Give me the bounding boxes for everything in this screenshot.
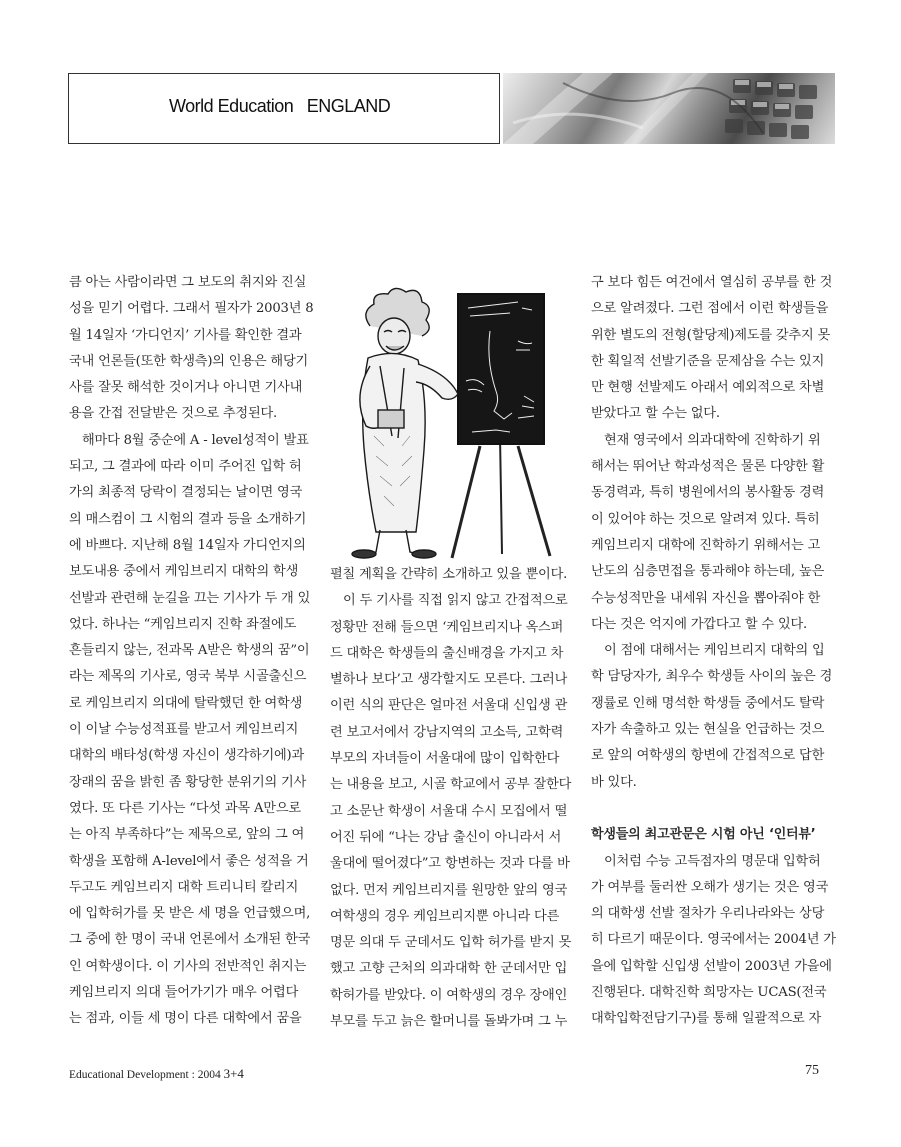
text-line: 해마다 8월 중순에 A - level성적이 발표: [69, 432, 309, 448]
text-line: 이 점에 대해서는 케임브리지 대학의 입: [591, 643, 825, 659]
text-line: 학생을 포함해 A-level에서 좋은 성적을 거: [69, 853, 309, 869]
text-line: 는 내용을 보고, 시골 학교에서 공부 잘한다: [330, 777, 572, 793]
keyboard-collage-graphic: [503, 73, 835, 144]
text-line: 큼 아는 사람이라면 그 보도의 취지와 진실: [69, 275, 307, 290]
text-line: 보도내용 중에서 케임브리지 대학의 학생: [69, 564, 299, 580]
text-line: 자가 속출하고 있는 현실을 언급하는 것으: [591, 722, 825, 738]
text-line: 이 이날 수능성적표를 받고서 케임브리지: [69, 722, 299, 738]
text-line: 펼칠 계획을 간략히 소개하고 있을 뿐이다.: [330, 567, 568, 582]
text-line: 이 두 기사를 직접 읽지 않고 간접적으로: [330, 593, 568, 609]
text-line: 대학의 배타성(학생 자신이 생각하기에)과: [69, 748, 305, 764]
text-line: 을에 입학할 신입생 선발이 2003년 가을에: [591, 958, 832, 974]
text-line: 울대에 떨어졌다”고 항변하는 것과 다를 바: [330, 856, 570, 872]
text-line: 드 대학은 학생들의 출신배경을 가지고 차: [330, 645, 564, 661]
text-line: 국내 언론들(또한 학생측)의 인용은 해당기: [69, 353, 309, 369]
text-line: 였다. 또 다른 기사는 “다섯 과목 A만으로: [69, 800, 301, 816]
text-line: 명문 의대 두 군데서도 입학 허가를 받지 못: [330, 935, 572, 951]
section-title: World Education ENGLAND: [169, 96, 391, 116]
text-line: 부모를 두고 늙은 할머니를 돌봐가며 그 누: [330, 1014, 568, 1030]
text-line: 이런 식의 판단은 얼마전 서울대 신입생 관: [330, 698, 568, 714]
text-line: 장래의 꿈을 밝힌 좀 황당한 분위기의 기사: [69, 774, 307, 790]
text-line: 이처럼 수능 고득점자의 명문대 입학허: [591, 853, 821, 869]
text-line: 구 보다 힘든 여건에서 열심히 공부를 한 것: [591, 275, 833, 290]
text-line: 용을 간접 전달받은 것으로 추정된다.: [69, 406, 278, 422]
text-line: 해서는 뛰어난 학과성적은 물론 다양한 활: [591, 459, 825, 475]
text-line: 에 입학허가를 못 받은 세 명을 언급했으며,: [69, 906, 311, 922]
text-line: 수능성적만을 내세워 자신을 뽑아줘야 한: [591, 590, 821, 606]
text-line: 의 매스컴이 그 시험의 결과 등을 소개하기: [69, 511, 307, 527]
text-line: 여학생의 경우 케임브리지뿐 아니라 다른: [330, 908, 560, 924]
text-line: 흔들리지 않는, 전과목 A받은 학생의 꿈”이: [69, 643, 310, 659]
text-line: 진행된다. 대학진학 희망자는 UCAS(전국: [591, 985, 827, 1001]
text-line: 사를 잘못 해석한 것이거나 아니면 기사내: [69, 380, 303, 396]
text-line: 위한 별도의 전형(할당제)제도를 갖추지 못: [591, 327, 831, 343]
text-line: 난도의 심층면접을 통과해야 하는데, 높은: [591, 564, 825, 580]
text-line: 에 바쁘다. 지난해 8월 14일자 가디언지의: [69, 537, 306, 553]
text-line: 학 담당자가, 최우수 학생들 사이의 높은 경: [591, 669, 833, 685]
text-line: 가 여부를 둘러싼 오해가 생기는 것은 영국: [591, 879, 829, 895]
text-line: 가의 최종적 당락이 결정되는 날이면 영국: [69, 485, 303, 501]
text-line: 대학입학전담기구)를 통해 일괄적으로 자: [591, 1011, 822, 1027]
text-line: 받았다고 할 수는 없다.: [591, 406, 720, 422]
text-line: 동경력과, 특히 병원에서의 봉사활동 경력: [591, 485, 825, 501]
text-line: 련 보고서에서 강남지역의 고소득, 고학력: [330, 724, 564, 740]
footer-publication: [69, 1066, 244, 1082]
text-line: 현재 영국에서 의과대학에 진학하기 위: [591, 432, 821, 448]
text-line: 는 점과, 이들 세 명이 다른 대학에서 꿈을: [69, 1011, 302, 1027]
section-heading: 학생들의 최고관문은 시험 아닌 ‘인터뷰’: [591, 827, 816, 843]
text-line: 선발과 관련해 눈길을 끄는 기사가 두 개 있: [69, 590, 311, 606]
publication-name: Educational Development : 2004: [69, 1069, 224, 1081]
text-line: 케임브리지 대학에 진학하기 위해서는 고: [591, 537, 821, 553]
text-line: 고 소문난 학생이 서울대 수시 모집에서 떨: [330, 803, 568, 819]
text-line: 케임브리지 의대 들어가기가 매우 어렵다: [69, 985, 299, 1001]
text-line: 의 대학생 선발 절차가 우리나라와는 상당: [591, 906, 825, 922]
text-line: 라는 제목의 기사로, 영국 북부 시골출신으: [69, 669, 307, 685]
text-line: 로 앞의 여학생의 항변에 간접적으로 답한: [591, 748, 825, 764]
text-line: 으로 알려졌다. 그런 점에서 이런 학생들을: [591, 301, 829, 317]
text-line: 학허가를 받았다. 이 여학생의 경우 장애인: [330, 987, 568, 1003]
text-line: 로 케임브리지 의대에 탈락했던 한 여학생: [69, 695, 303, 711]
text-line: 어진 뒤에 “나는 강남 출신이 아니라서 서: [330, 829, 562, 845]
article-column-middle: [330, 562, 575, 1035]
blank-line: [591, 796, 837, 822]
text-line: 는 아직 부족하다”는 제목으로, 앞의 그 여: [69, 827, 305, 843]
text-line: 월 14일자 ‘가디언지’ 기사를 확인한 결과: [69, 327, 302, 343]
text-line: 성을 믿기 어렵다. 그래서 필자가 2003년 8: [69, 301, 314, 317]
text-line: 그 중에 한 명이 국내 언론에서 소개된 한국: [69, 932, 311, 948]
header-title-box: [68, 73, 500, 144]
page-number: 75: [805, 1063, 819, 1078]
text-line: 정황만 전해 들으면 ‘케임브리지나 옥스퍼: [330, 619, 564, 635]
text-line: 했고 고향 근처의 의과대학 한 군데서만 입: [330, 961, 568, 977]
text-line: 이 있어야 하는 것으로 알려져 있다. 특히: [591, 511, 820, 527]
text-line: 다는 것은 억지에 가깝다고 할 수 있다.: [591, 616, 808, 632]
text-line: 바 있다.: [591, 774, 637, 790]
professor-chalkboard-illustration: [340, 286, 565, 561]
text-line: 부모의 자녀들이 서울대에 많이 입학한다: [330, 751, 560, 767]
text-line: 인 여학생이다. 이 기사의 전반적인 취지는: [69, 958, 307, 974]
article-column-left: [69, 270, 317, 1033]
text-line: 었다. 하나는 “케임브리지 진학 좌절에도: [69, 616, 297, 632]
text-line: 히 다르기 때문이다. 영국에서는 2004년 가: [591, 932, 836, 948]
text-line: 없다. 먼저 케임브리지를 원망한 앞의 영국: [330, 882, 568, 898]
text-line: 한 획일적 선발기준을 문제삼을 수는 있지: [591, 353, 825, 369]
text-line: 만 현행 선발제도 아래서 예외적으로 차별: [591, 380, 825, 396]
text-line: 두고도 케임브리지 대학 트리니티 칼리지: [69, 879, 299, 895]
issue-number: 3+4: [223, 1066, 244, 1081]
text-line: 별하나 보다’고 생각할지도 모른다. 그러나: [330, 672, 568, 688]
text-line: 되고, 그 결과에 따라 이미 주어진 입학 허: [69, 459, 302, 475]
article-column-right: [591, 270, 837, 1033]
text-line: 쟁률로 인해 명석한 학생들 중에서도 탈락: [591, 695, 825, 711]
header-decorative-image: [503, 73, 835, 144]
